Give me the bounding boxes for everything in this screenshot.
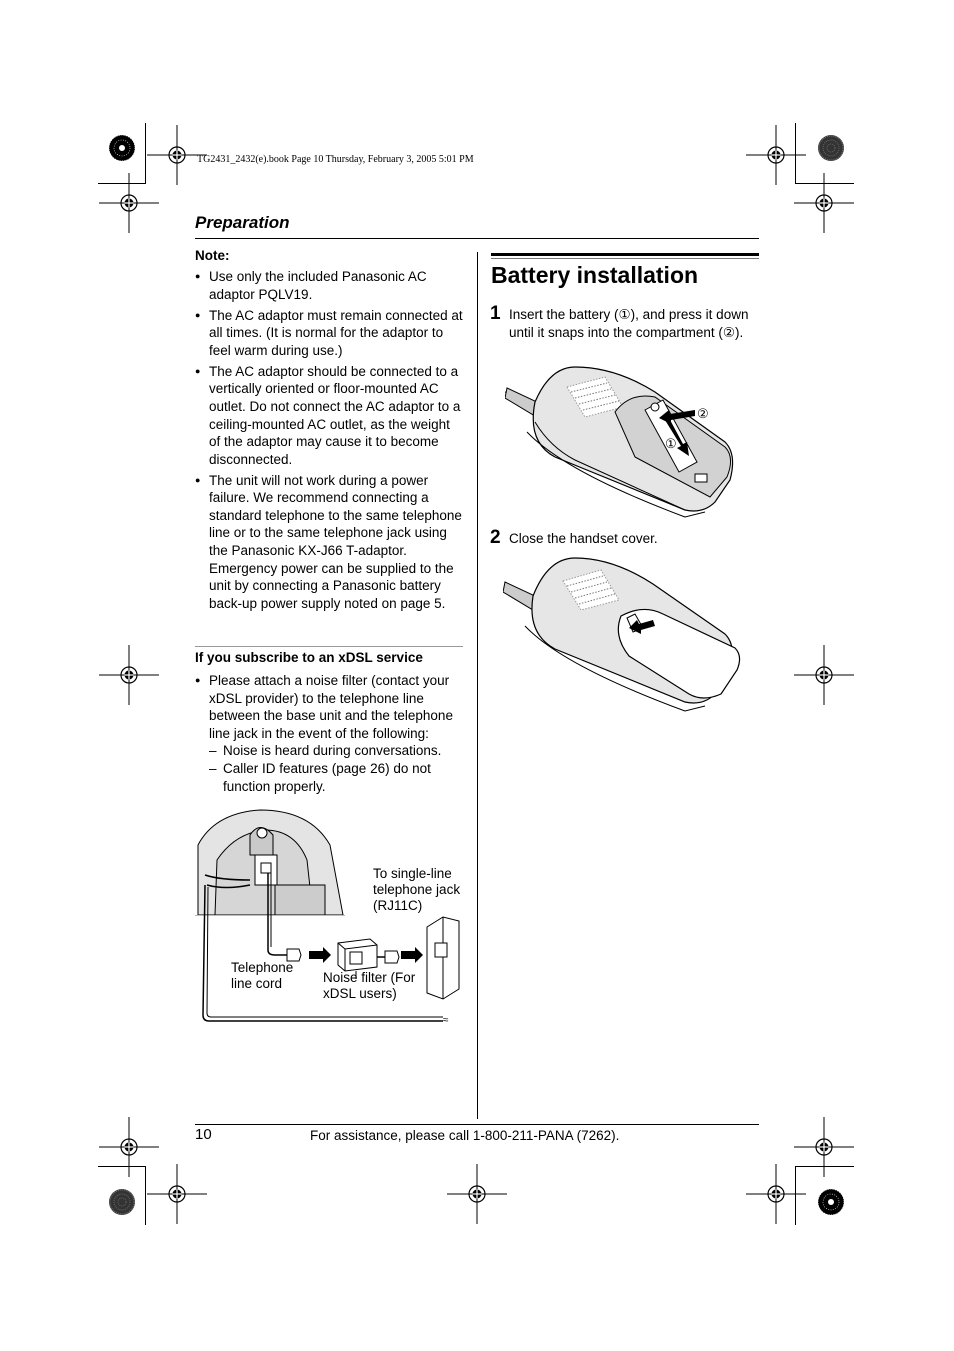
note-item: ● Use only the included Panasonic AC adaptor PQLV19. (195, 268, 463, 303)
svg-text:①: ① (665, 436, 677, 451)
xdsl-heading: If you subscribe to an xDSL service (195, 650, 423, 665)
footer-rule (195, 1124, 759, 1125)
title-rule-top (491, 253, 759, 256)
title-rule-bottom (491, 258, 759, 259)
xdsl-conditions (209, 742, 463, 795)
step-text: Close the handset cover. (509, 531, 658, 546)
svg-text:②: ② (697, 406, 709, 421)
note-list (195, 268, 463, 616)
step-text: Insert the battery (①), and press it down until it snaps into the compartment (②). (509, 307, 749, 340)
condition-item: – Caller ID features (page 26) do not function properly. (209, 760, 463, 795)
cover-close-illustration (503, 556, 748, 712)
note-item: ● The AC adaptor should be connected to a vertically oriented or floor-mounted AC outlet. Do not connect the AC adaptor to a ceiling-mounted AC outlet, as the weight of the adaptor may cause it to become disconnected. (195, 363, 463, 469)
section-title: Preparation (195, 213, 290, 232)
page-number: 10 (195, 1126, 212, 1143)
page-title: Battery installation (491, 262, 699, 288)
condition-item: – Noise is heard during conversations. (209, 742, 463, 760)
xdsl-list (195, 672, 463, 799)
svg-text:≈: ≈ (443, 1015, 449, 1026)
print-slug: TG2431_2432(e).book Page 10 Thursday, February 3, 2005 5:01 PM (197, 154, 474, 165)
assistance-text: For assistance, please call 1-800-211-PANA (7262). (310, 1128, 620, 1143)
header-rule (195, 238, 759, 239)
label-cord: Telephone line cord (231, 960, 294, 991)
label-jack: To single-line telephone jack (RJ11C) (373, 866, 461, 913)
column-divider (477, 252, 478, 1119)
battery-insert-illustration (505, 362, 745, 522)
note-heading: Note: (195, 248, 230, 263)
xdsl-text (195, 672, 463, 795)
step-number: 2 (490, 527, 501, 548)
xdsl-paragraph: Please attach a noise filter (contact your xDSL provider) to the telephone line between the base unit and the telephone line jack in the event of the following: (209, 673, 453, 741)
label-filter: Noise filter (For xDSL users) (323, 970, 416, 1001)
note-item: ● The unit will not work during a power failure. We recommend connecting a standard telephone to the same telephone line or to the same telephone jack using the Panasonic KX-J66 T-adaptor. Emergency power can be supplied to the unit by connecting a Panasonic battery back-up power supply noted on page 5. (195, 472, 463, 613)
step-number: 1 (490, 303, 501, 324)
section-divider (195, 646, 463, 647)
note-item: ● The AC adaptor must remain connected at all times. (It is normal for the adaptor to feel warm during use.) (195, 307, 463, 360)
